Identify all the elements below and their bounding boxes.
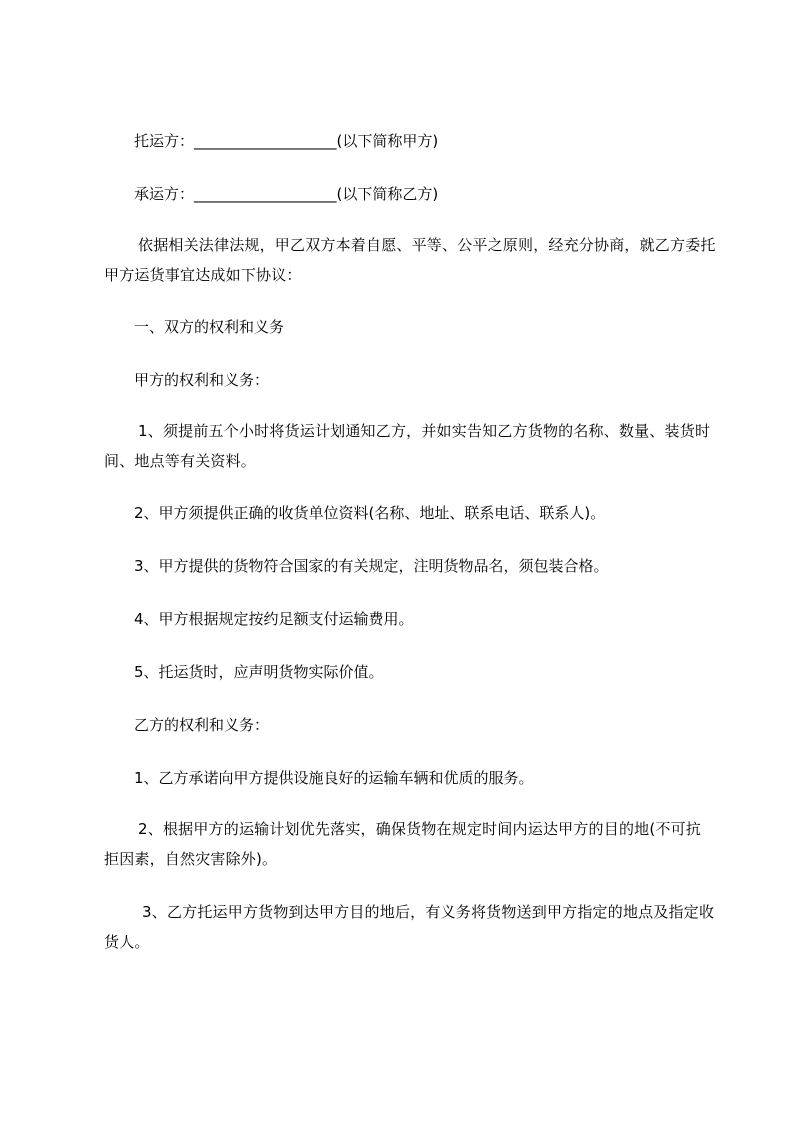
carrier-line bbox=[104, 180, 716, 208]
section-1-title: 一、双方的权利和义务 bbox=[134, 318, 285, 336]
carrier-label: 承运方： bbox=[134, 185, 195, 203]
party-a-item-4 bbox=[104, 605, 716, 633]
shipper-suffix: (以下简称甲方) bbox=[336, 132, 439, 150]
shipper-blank: ___________________ bbox=[194, 132, 337, 150]
list-item: 5、托运货时，应声明货物实际价值。 bbox=[134, 663, 384, 681]
list-item: 1、须提前五个小时将货运计划通知乙方，并如实告知乙方货物的名称、数量、装货时间、地点等有关资料。 bbox=[104, 422, 711, 470]
party-b-item-1 bbox=[104, 764, 716, 792]
list-item: 4、甲方根据规定按约足额支付运输费用。 bbox=[134, 610, 414, 628]
party-a-heading-text: 甲方的权利和义务： bbox=[134, 371, 270, 389]
list-item: 3、甲方提供的货物符合国家的有关规定，注明货物品名，须包装合格。 bbox=[134, 557, 609, 575]
intro-paragraph bbox=[104, 230, 716, 290]
intro-text: 依据相关法律法规，甲乙双方本着自愿、平等、公平之原则，经充分协商，就乙方委托甲方运货事宜达成如下协议： bbox=[104, 236, 716, 284]
party-a-item-1 bbox=[104, 416, 716, 476]
list-item: 3、乙方托运甲方货物到达甲方目的地后，有义务将货物送到甲方指定的地点及指定收货人。 bbox=[104, 903, 715, 951]
shipper-line bbox=[104, 127, 716, 155]
party-a-heading bbox=[104, 366, 716, 394]
party-b-heading-text: 乙方的权利和义务： bbox=[134, 716, 270, 734]
section-title bbox=[104, 313, 716, 341]
carrier-blank: ___________________ bbox=[194, 185, 337, 203]
carrier-suffix: (以下简称乙方) bbox=[336, 185, 439, 203]
party-b-item-2 bbox=[104, 814, 716, 874]
party-a-item-5 bbox=[104, 658, 716, 686]
list-item: 2、根据甲方的运输计划优先落实，确保货物在规定时间内运达甲方的目的地(不可抗拒因素，自然灾害除外)。 bbox=[104, 820, 701, 868]
party-b-heading bbox=[104, 711, 716, 739]
list-item: 2、甲方须提供正确的收货单位资料(名称、地址、联系电话、联系人)。 bbox=[134, 504, 606, 522]
party-b-item-3 bbox=[104, 897, 716, 957]
party-a-item-2 bbox=[104, 499, 716, 527]
party-a-item-3 bbox=[104, 552, 716, 580]
list-item: 1、乙方承诺向甲方提供设施良好的运输车辆和优质的服务。 bbox=[134, 769, 534, 787]
shipper-label: 托运方： bbox=[134, 132, 195, 150]
